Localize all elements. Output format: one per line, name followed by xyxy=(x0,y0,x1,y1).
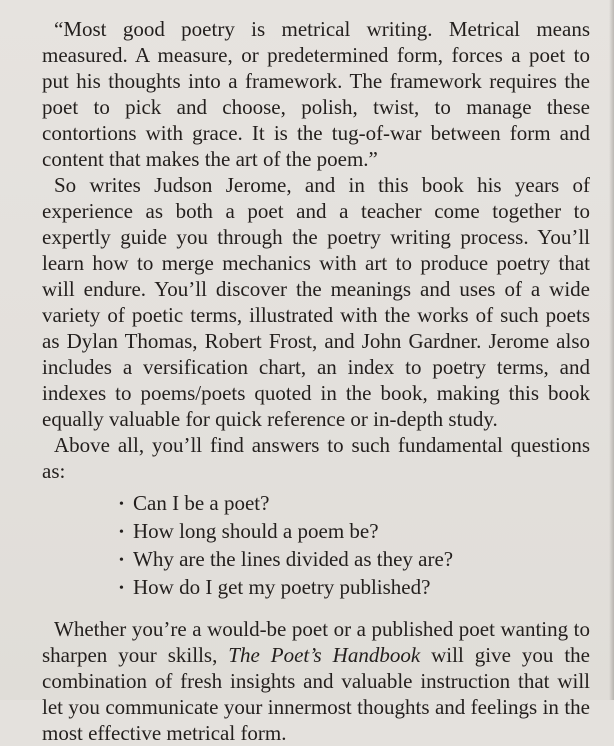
question-text: Can I be a poet? xyxy=(133,491,270,515)
page-edge-shadow xyxy=(609,0,614,700)
closing-text-start: Whether you’re a would-be poet or a published poet wanting to sharpen your skills, xyxy=(42,617,590,667)
question-text: How long should a poem be? xyxy=(133,519,379,543)
bullet-icon: • xyxy=(119,581,124,596)
intro-paragraph: So writes Judson Jerome, and in this book his years of experience as both a poet and a teacher come together to expertly guide you through the poetry writing process. You’ll learn how to merge mechanics with art to produce poetry that will endure. You’ll discover the meanings and uses of a wide variety of poetic terms, illustrated with the works of such poets as Dylan Thomas, Robert Frost, and John Gardner. Jerome also includes a versification chart, an index to poetry terms, and indexes to poems/poets quoted in the book, making this book equally valuable for quick reference or in-depth study. xyxy=(42,173,590,431)
bullet-icon: • xyxy=(119,497,124,512)
questions-list xyxy=(42,490,590,602)
list-item xyxy=(119,518,590,546)
list-item xyxy=(119,546,590,574)
closing-text-end: will give you the combination of fresh insights and valuable instruction that will let you communicate your innermost thoughts and feelings in the most effective metrical form. xyxy=(42,643,590,745)
question-text: Why are the lines divided as they are? xyxy=(133,547,454,571)
opening-quote: “Most good poetry is metrical writing. Metrical means measured. A measure, or predetermined form, forces a poet to put his thoughts into a framework. The framework requires the poet to pick and choose, polish, twist, to manage these contortions with grace. It is the tug-of-war between form and content that makes the art of the poem.” xyxy=(42,17,590,171)
list-item xyxy=(119,574,590,602)
bullet-icon: • xyxy=(119,553,124,568)
above-all-paragraph: Above all, you’ll find answers to such fundamental questions as: xyxy=(42,433,590,483)
list-item xyxy=(119,490,590,518)
question-text: How do I get my poetry published? xyxy=(133,575,431,599)
bullet-icon: • xyxy=(119,525,124,540)
closing-paragraph xyxy=(42,616,590,746)
book-title: The Poet’s Handbook xyxy=(228,643,421,667)
